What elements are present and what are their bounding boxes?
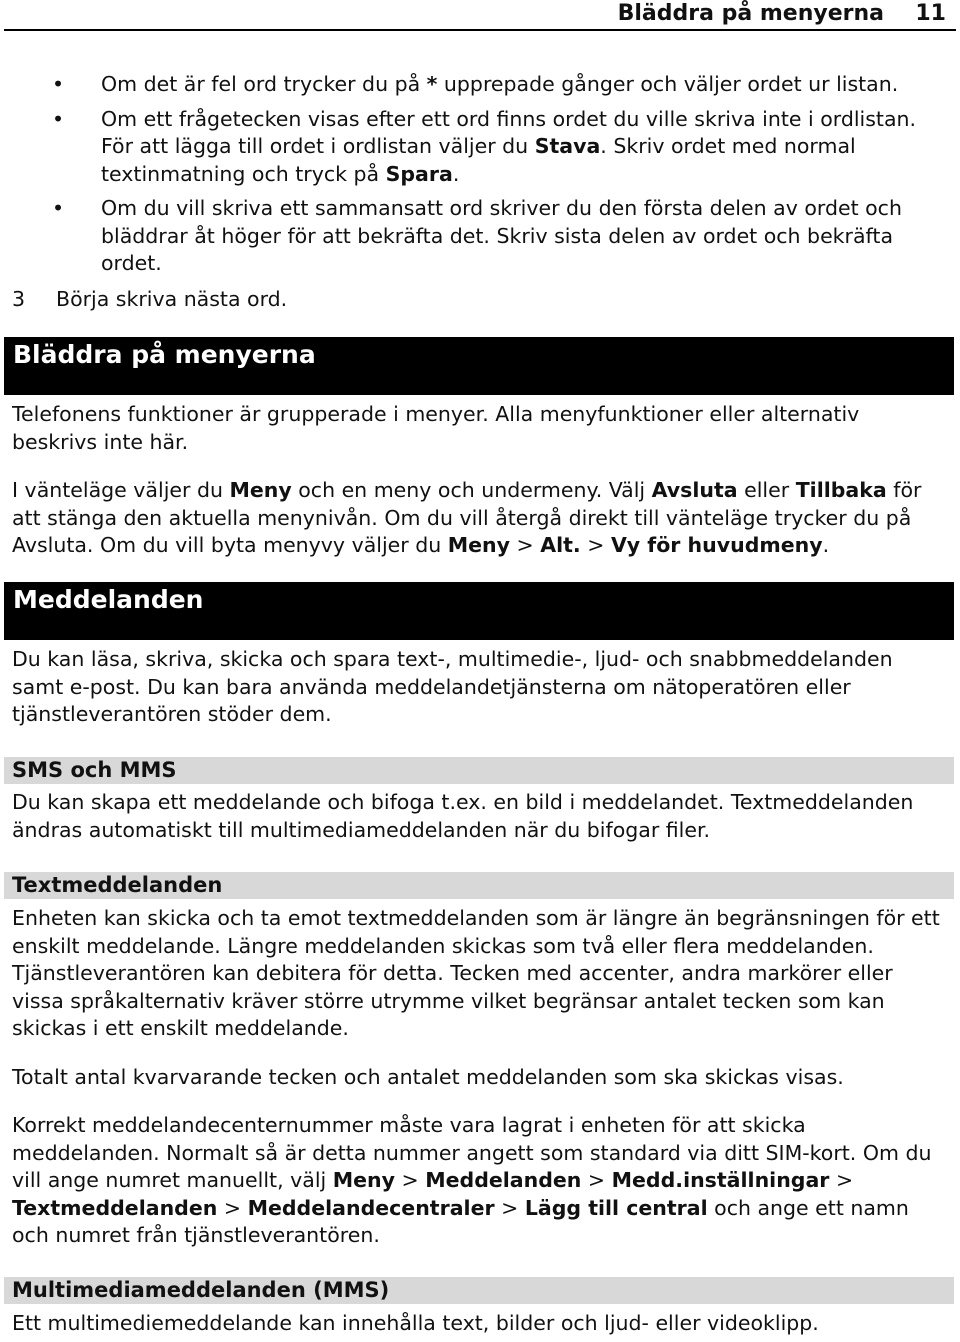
bullet-text: Om ett frågetecken visas efter ett ord finns ordet du ville skriva inte i ordlistan. För att lägga till ordet i ordlistan väljer du <box>101 106 917 158</box>
menu-path-add-center: Lägg till central <box>524 1195 708 1220</box>
bullet-item <box>0 195 960 278</box>
softkey-avsluta: Avsluta <box>651 478 738 502</box>
menus-intro-paragraph: Telefonens funktioner är grupperade i menyer. Alla menyfunktioner eller alternativ beskrivs inte här. <box>12 402 860 454</box>
key-asterisk: * <box>426 72 438 96</box>
menu-path-meny: Meny <box>332 1168 395 1192</box>
running-header <box>0 0 960 30</box>
menu-path-settings: Medd.inställningar <box>611 1168 830 1192</box>
section-heading: Meddelanden <box>13 585 204 614</box>
softkey-meny: Meny <box>229 478 292 502</box>
remaining-chars-paragraph: Totalt antal kvarvarande tecken och antalet meddelanden som ska skickas visas. <box>12 1065 844 1089</box>
message-center-paragraph: Korrekt meddelandecenternummer måste vara lagrat i enheten för att skicka meddelanden. Normalt så är detta nummer angett som standard via ditt SIM-kort. Om du vill ange numret manuellt, välj Meny > Meddelanden > Medd.inställningar > Textmeddelanden > Meddelandecentraler > Lägg till central och ange ett namn och numret från tjänstleverantören. <box>12 1113 932 1247</box>
bullet-text: . <box>452 161 460 186</box>
softkey-spara: Spara <box>385 161 453 186</box>
tips-bullet-list <box>0 71 960 285</box>
step-text: Börja skriva nästa ord. <box>56 287 288 311</box>
subsection-bar-text-messages <box>4 872 954 899</box>
bullet-dot: • <box>52 196 65 220</box>
bullet-text: . Skriv ordet med normal textinmatning och tryck på <box>101 134 856 186</box>
bullet-text: Om du vill skriva ett sammansatt ord skriver du den första delen av ordet och bläddrar åt höger för att bekräfta det. Skriv sista delen av ordet och bekräfta ordet. <box>101 196 902 275</box>
subsection-bar-sms-mms <box>4 757 954 784</box>
step-number: 3 <box>12 287 26 311</box>
bullet-dot: • <box>52 72 65 96</box>
messages-paragraph: Du kan läsa, skriva, skicka och spara text-, multimedie-, ljud- och snabbmeddelanden samt e-post. Du kan bara använda meddelandetjänsterna om nätoperatören eller tjänstleverantören stöder dem. <box>12 647 893 726</box>
section-bar-messages <box>4 582 954 640</box>
menu-path-meny: Meny <box>447 533 511 557</box>
menu-path-message-centers: Meddelandecentraler <box>247 1195 495 1220</box>
softkey-stava: Stava <box>534 134 601 158</box>
softkey-tillbaka: Tillbaka <box>795 478 887 502</box>
section-heading: Bläddra på menyerna <box>13 340 316 369</box>
menus-navigation-paragraph: I vänteläge väljer du Meny och en meny och undermeny. Välj Avsluta eller Tillbaka för att stänga den aktuella menynivån. Om du vill återgå direkt till vänteläge trycker du på Avsluta. Om du vill byta menyvy väljer du Meny > Alt. > Vy för huvudmeny. <box>12 478 922 557</box>
sms-mms-paragraph: Du kan skapa ett meddelande och bifoga t.ex. en bild i meddelandet. Textmeddelanden ändras automatiskt till multimediameddelanden när du bifogar filer. <box>12 790 914 842</box>
bullet-text: Om det är fel ord trycker du på <box>101 72 427 96</box>
bullet-item <box>0 71 960 99</box>
menu-path-alt: Alt. <box>540 533 581 557</box>
subsection-heading: Multimediameddelanden (MMS) <box>12 1278 390 1302</box>
section-bar-menus <box>4 337 954 395</box>
page-number: 11 <box>915 1 946 26</box>
text-messages-paragraph: Enheten kan skicka och ta emot textmeddelanden som är längre än begränsningen för ett enskilt meddelande. Längre meddelanden skickas som två eller flera meddelanden. Tjänstleverantören kan debitera för detta. Tecken med accenter, andra markörer eller vissa språkalternativ kräver större utrymme vilket begränsar antalet tecken som kan skickas i ett enskilt meddelande. <box>12 906 940 1040</box>
subsection-heading: SMS och MMS <box>12 758 177 782</box>
bullet-dot: • <box>52 106 65 131</box>
header-rule <box>4 29 956 31</box>
mms-paragraph: Ett multimediemeddelande kan innehålla text, bilder och ljud- eller videoklipp. <box>12 1311 819 1335</box>
menu-path-main-view: Vy för huvudmeny <box>610 533 823 557</box>
bullet-item <box>0 106 960 189</box>
running-title: Bläddra på menyerna <box>617 1 884 26</box>
subsection-bar-mms <box>4 1277 954 1304</box>
step-3 <box>12 286 952 314</box>
bullet-text: upprepade gånger och väljer ordet ur listan. <box>437 72 899 96</box>
menu-path-text-messages: Textmeddelanden <box>12 1195 218 1220</box>
menu-path-meddelanden: Meddelanden <box>425 1168 582 1192</box>
subsection-heading: Textmeddelanden <box>12 873 223 897</box>
